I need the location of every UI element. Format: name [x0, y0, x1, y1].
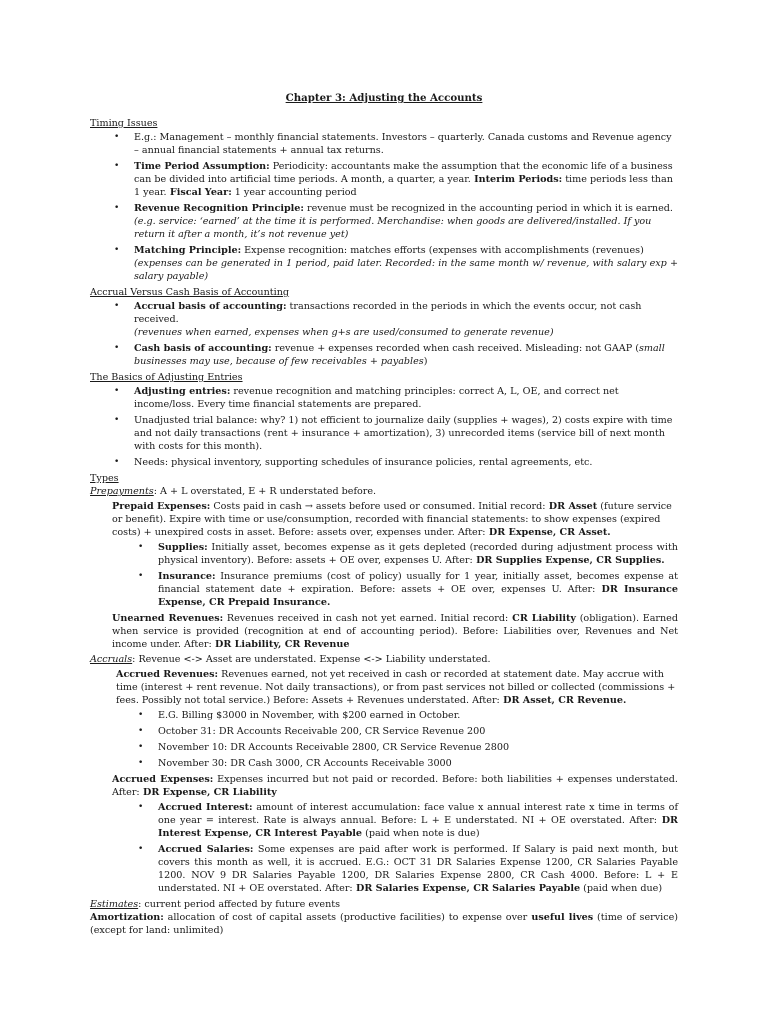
- list-item: • Unadjusted trial balance: why? 1) not efficient to journalize daily (supplies + wages), 2) costs expire with time and not daily transactions (rent + insurance + amortization), 3) unrecorded items (service bill of next month with costs for this month).: [134, 414, 678, 453]
- list-item: • Supplies: Initially asset, becomes expense as it gets depleted (recorded during adjustment process with physical inventory). Before: assets + OE over, expenses U. After: DR Supplies Expense, CR Supplies.: [158, 541, 678, 567]
- accruals-line: Accruals: Revenue <-> Asset are understated. Expense <-> Liability understated.: [90, 654, 491, 665]
- document-body: [90, 92, 678, 937]
- section-heading-types: Types: [90, 473, 119, 484]
- accrued-revenues-paragraph: Accrued Revenues: Revenues earned, not yet received in cash or recorded at statement date. May accrue with time (interest + rent revenue. Not daily transactions), or from past services not billed or collected (commissions + fees. Possibly not total service.) Before: Assets + Revenues understated. After: DR Asset, CR Revenue.: [116, 669, 676, 706]
- page-title: Chapter 3: Adjusting the Accounts: [285, 92, 483, 104]
- list-item: • Insurance: Insurance premiums (cost of policy) usually for 1 year, initially asset, becomes expense at financial statement date + expiration. Before: assets + OE over, expenses U. After: DR Insurance Expense, CR Prepaid Insurance.: [158, 570, 678, 609]
- prepayments-line: Prepayments: A + L overstated, E + R understated before.: [90, 486, 377, 497]
- section-heading-timing: Timing Issues: [90, 118, 158, 129]
- timing-list: [90, 131, 678, 283]
- list-item: • E.G. Billing $3000 in November, with $200 earned in October.: [158, 709, 678, 722]
- estimates-line: Estimates: current period affected by future events: [90, 899, 341, 910]
- prepaid-list: [90, 541, 678, 609]
- list-item: • Matching Principle: Expense recognition: matches efforts (expenses with accomplishments (revenues) (expenses can be generated in 1 period, paid later. Recorded: in the same month w/ revenue, with salary exp + salary payable): [134, 244, 678, 283]
- list-item: • Accrued Salaries: Some expenses are paid after work is performed. If Salary is paid next month, but covers this month as well, it is accrued. E.G.: OCT 31 DR Salaries Expense 1200, CR Salaries Payable 1200. NOV 9 DR Salaries Payable 1200, DR Salaries Expense 2800, CR Cash 4000. Before: L + E understated. NI + OE overstated. After: DR Salaries Expense, CR Salaries Payable (paid when due): [158, 843, 678, 895]
- basics-list: [90, 385, 678, 469]
- accrued-expenses-list: [90, 801, 678, 895]
- list-item: • E.g.: Management – monthly financial statements. Investors – quarterly. Canada customs and Revenue agency – annual financial statements + annual tax returns.: [134, 131, 678, 157]
- list-item: • October 31: DR Accounts Receivable 200, CR Service Revenue 200: [158, 725, 678, 738]
- accrual-list: [90, 300, 678, 368]
- accrued-revenue-examples: [90, 709, 678, 770]
- accrued-expenses-paragraph: Accrued Expenses: Expenses incurred but not paid or recorded. Before: both liabilities + expenses understated. After: DR Expense, CR Liability: [112, 774, 678, 798]
- list-item: • Accrued Interest: amount of interest accumulation: face value x annual interest rate x time in terms of one year = interest. Rate is always annual. Before: L + E understated. NI + OE overstated. After: DR Interest Expense, CR Interest Payable (paid when note is due): [158, 801, 678, 840]
- list-item: • Accrual basis of accounting: transactions recorded in the periods in which the events occur, not cash received. (revenues when earned, expenses when g+s are used/consumed to generate revenue): [134, 300, 678, 339]
- list-item: • Time Period Assumption: Periodicity: accountants make the assumption that the economic life of a business can be divided into artificial time periods. A month, a quarter, a year. Interim Periods: time periods less than 1 year. Fiscal Year: 1 year accounting period: [134, 160, 678, 199]
- section-heading-accrual: Accrual Versus Cash Basis of Accounting: [90, 287, 290, 298]
- unearned-revenues-paragraph: Unearned Revenues: Revenues received in cash not yet earned. Initial record: CR Liability (obligation). Earned when service is provided (recognition at end of accounting period). Before: Liabilities over, Revenues and Net income under. After: DR Liability, CR Revenue: [112, 613, 678, 650]
- amortization-paragraph: Amortization: allocation of cost of capital assets (productive facilities) to expense over useful lives (time of service) (except for land: unlimited): [90, 912, 678, 936]
- list-item: • Revenue Recognition Principle: revenue must be recognized in the accounting period in which it is earned. (e.g. service: ‘earned’ at the time it is performed. Merchandise: when goods are delivered/installed. If you return it after a month, it’s not revenue yet): [134, 202, 678, 241]
- list-item: • November 30: DR Cash 3000, CR Accounts Receivable 3000: [158, 757, 678, 770]
- list-item: • Adjusting entries: revenue recognition and matching principles: correct A, L, OE, and correct net income/loss. Every time financial statements are prepared.: [134, 385, 678, 411]
- list-item: • Cash basis of accounting: revenue + expenses recorded when cash received. Misleading: not GAAP (small businesses may use, because of few receivables + payables): [134, 342, 678, 368]
- list-item: • Needs: physical inventory, supporting schedules of insurance policies, rental agreements, etc.: [134, 456, 678, 469]
- section-heading-basics: The Basics of Adjusting Entries: [90, 372, 243, 383]
- list-item: • November 10: DR Accounts Receivable 2800, CR Service Revenue 2800: [158, 741, 678, 754]
- prepaid-expenses-paragraph: Prepaid Expenses: Costs paid in cash → assets before used or consumed. Initial record: DR Asset (future service or benefit). Expire with time or use/consumption, recorded with financial statements: to show expenses (expired costs) + unexpired costs in asset. Before: assets over, expenses under. After: DR Expense, CR Asset.: [112, 501, 672, 538]
